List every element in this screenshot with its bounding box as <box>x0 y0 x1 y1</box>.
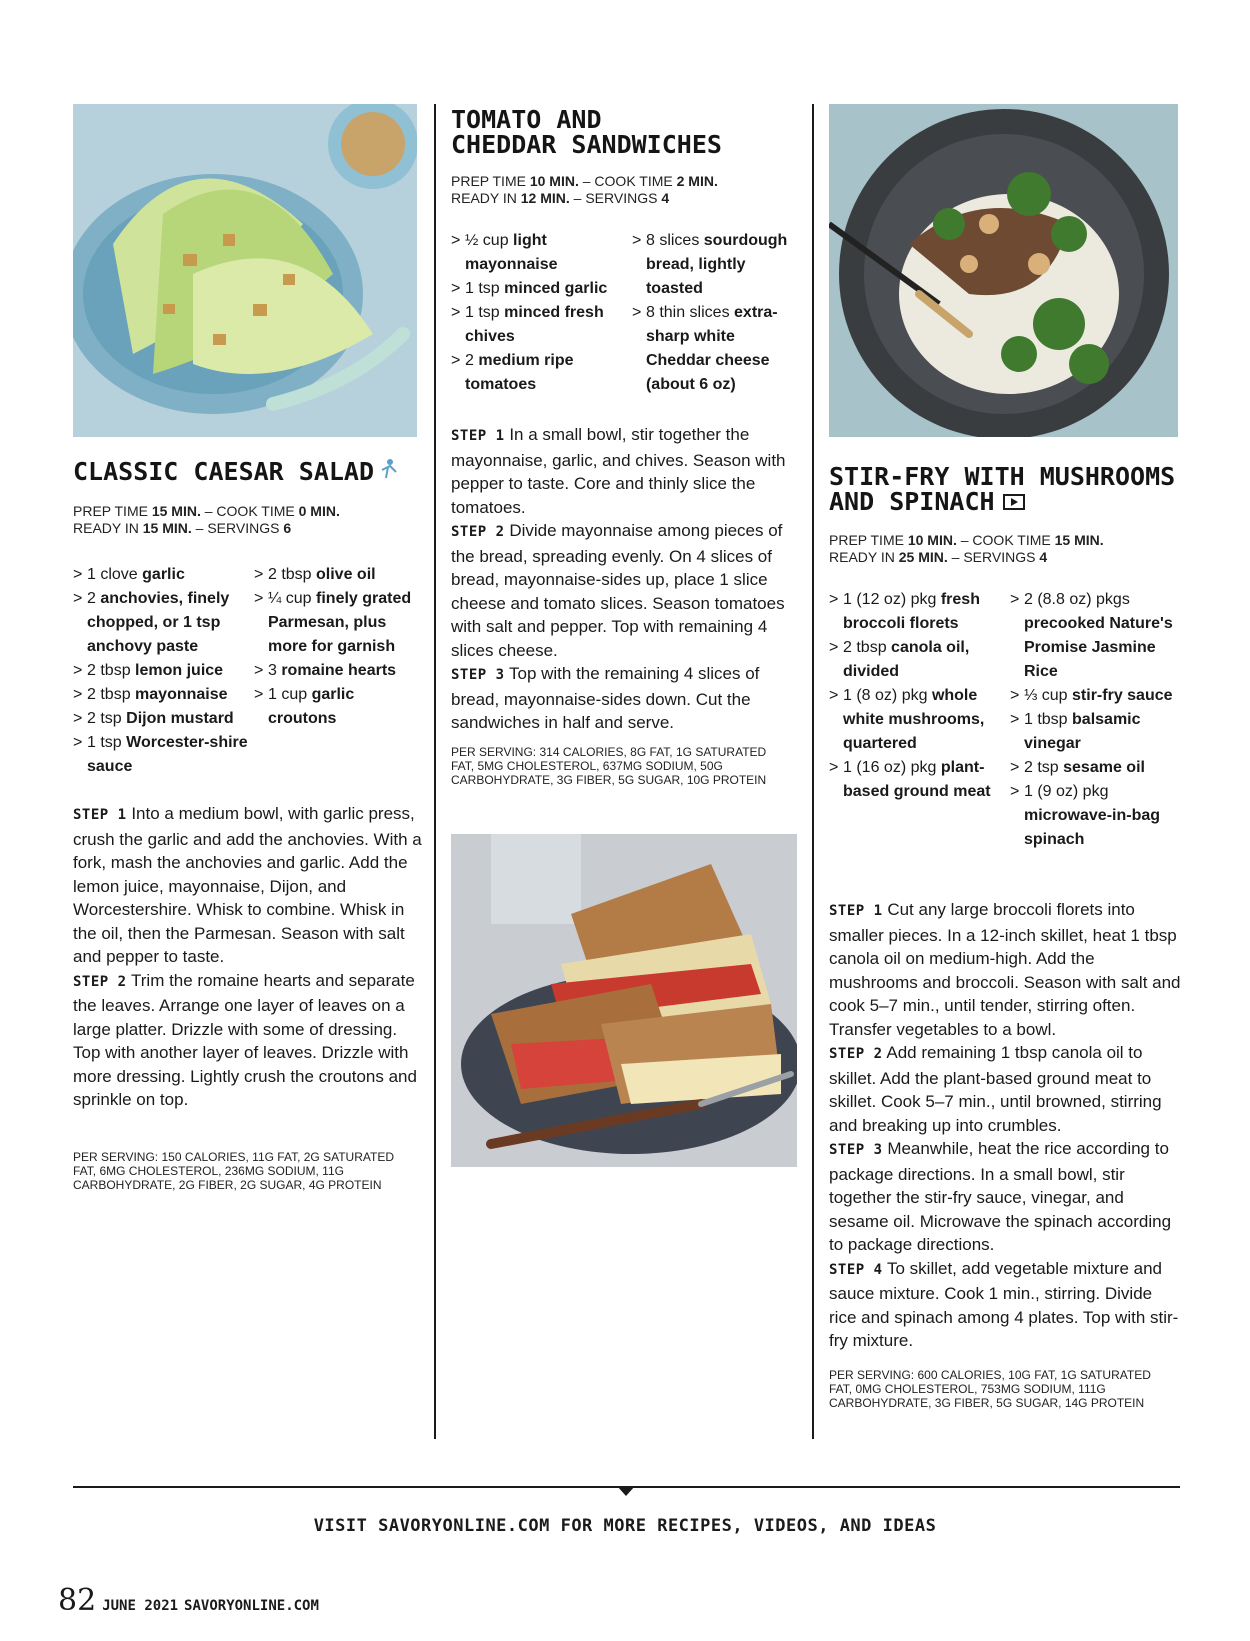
ingredient-item: > 8 slices sourdough bread, lightly toasted <box>632 229 796 301</box>
footer-arrow-icon <box>617 1486 635 1496</box>
caesar-steps <box>73 802 423 1112</box>
caesar-meta: PREP TIME 15 MIN. – COOK TIME 0 MIN. READY IN 15 MIN. – SERVINGS 6 <box>73 503 340 536</box>
ingredient-item: > 1 (8 oz) pkg whole white mushrooms, quartered <box>829 684 1004 756</box>
salad-figure-icon <box>378 458 398 484</box>
column-divider-right <box>812 104 814 1439</box>
stirfry-ingredients <box>829 588 1179 852</box>
step-paragraph: STEP 3 Meanwhile, heat the rice according to package directions. In a small bowl, stir together the stir-fry sauce, vinegar, and sesame oil. Microwave the spinach according to package directions. <box>829 1139 1172 1254</box>
ingredient-item: > 2 tbsp canola oil, divided <box>829 636 1004 684</box>
ingredient-item: > 2 tbsp olive oil <box>254 563 418 587</box>
step-paragraph: STEP 2 Divide mayonnaise among pieces of the bread, spreading evenly. On 4 slices of bread, mayonnaise-sides up, place 1 slice cheese and tomato slices. Season tomatoes with salt and pepper. Top with remaining 4 slices cheese. <box>451 521 785 660</box>
ingredient-item: > 1 tsp minced garlic <box>451 277 626 301</box>
step-paragraph: STEP 2 Trim the romaine hearts and separate the leaves. Arrange one layer of leaves on a large platter. Drizzle with some of dressing. Top with another layer of leaves. Drizzle with more dressing. Lightly crush the croutons and sprinkle on top. <box>73 970 417 1109</box>
page-folio <box>58 1583 319 1618</box>
stirfry-title-line2: AND SPINACH <box>829 487 995 516</box>
stirfry-title-line1: STIR-FRY WITH MUSHROOMS <box>829 462 1176 491</box>
ingredient-item: > 2 tsp sesame oil <box>1010 756 1179 780</box>
stirfry-nutrition: PER SERVING: 600 CALORIES, 10G FAT, 1G SATURATED FAT, 0MG CHOLESTEROL, 753MG SODIUM, 111G CARBOHYDRATE, 3G FIBER, 5G SUGAR, 14G PROTEIN <box>829 1368 1151 1410</box>
step-paragraph: STEP 1 Into a medium bowl, with garlic press, crush the garlic and add the anchovies. With a fork, mash the anchovies and garlic. Add the lemon juice, mayonnaise, Dijon, and Worcestershire. Whisk to combine. Whisk in the oil, then the Parmesan. Season with salt and pepper to taste. <box>73 804 422 966</box>
page-number: 82 <box>58 1583 97 1618</box>
caesar-salad-photo <box>73 104 417 437</box>
caesar-ingredients <box>73 563 418 779</box>
ingredient-item: > 1 (12 oz) pkg fresh broccoli florets <box>829 588 1004 636</box>
ingredient-item: > ¼ cup finely grated Parmesan, plus more for garnish <box>254 587 418 659</box>
ingredient-item: > 2 (8.8 oz) pkgs precooked Nature's Promise Jasmine Rice <box>1010 588 1179 684</box>
ingredient-item: > ⅓ cup stir-fry sauce <box>1010 684 1179 708</box>
stirfry-steps <box>829 898 1184 1353</box>
tomato-title-line2: CHEDDAR SANDWICHES <box>451 130 722 159</box>
stirfry-meta: PREP TIME 10 MIN. – COOK TIME 15 MIN. READY IN 25 MIN. – SERVINGS 4 <box>829 532 1104 565</box>
ingredient-item: > 2 medium ripe tomatoes <box>451 349 626 397</box>
stirfry-photo <box>829 104 1178 437</box>
ingredient-item: > 3 romaine hearts <box>254 659 418 683</box>
caesar-nutrition: PER SERVING: 150 CALORIES, 11G FAT, 2G SATURATED FAT, 6MG CHOLESTEROL, 236MG SODIUM, 11G CARBOHYDRATE, 2G FIBER, 2G SUGAR, 4G PROTEIN <box>73 1150 394 1192</box>
ingredient-item: > ½ cup light mayonnaise <box>451 229 626 277</box>
ingredient-item: > 1 (9 oz) pkg microwave-in-bag spinach <box>1010 780 1179 852</box>
ingredient-item: > 2 tbsp mayonnaise <box>73 683 248 707</box>
sandwich-photo <box>451 834 797 1167</box>
caesar-title: CLASSIC CAESAR SALAD <box>73 456 375 486</box>
step-paragraph: STEP 4 To skillet, add vegetable mixture and sauce mixture. Cook 1 min., stirring. Divide rice and spinach among 4 plates. Top with stir-fry mixture. <box>829 1258 1179 1350</box>
ingredient-item: > 1 cup garlic croutons <box>254 683 418 731</box>
site-name[interactable]: SAVORYONLINE.COM <box>184 1598 319 1614</box>
column-divider-left <box>434 104 436 1439</box>
step-paragraph: STEP 1 In a small bowl, stir together the mayonnaise, garlic, and chives. Season with pepper to taste. Core and thinly slice the tomatoes. <box>451 425 786 517</box>
tomato-title-line1: TOMATO AND <box>451 105 602 134</box>
ingredient-item: > 2 tsp Dijon mustard <box>73 707 248 731</box>
ingredient-item: > 1 clove garlic <box>73 563 248 587</box>
visit-banner[interactable]: VISIT SAVORYONLINE.COM FOR MORE RECIPES, VIDEOS, AND IDEAS <box>313 1516 937 1536</box>
step-paragraph: STEP 3 Top with the remaining 4 slices of bread, mayonnaise-sides down. Cut the sandwiches in half and serve. <box>451 664 760 732</box>
step-paragraph: STEP 2 Add remaining 1 tbsp canola oil to skillet. Add the plant-based ground meat to skillet. Cook 5–7 min., until browned, stirring and breaking up into crumbles. <box>829 1043 1162 1135</box>
ingredient-item: > 8 thin slices extra-sharp white Cheddar cheese (about 6 oz) <box>632 301 796 397</box>
ingredient-item: > 2 tbsp lemon juice <box>73 659 248 683</box>
video-play-icon[interactable] <box>1003 489 1025 514</box>
ingredient-item: > 2 anchovies, finely chopped, or 1 tsp anchovy paste <box>73 587 248 659</box>
issue-date: JUNE 2021 <box>102 1598 179 1614</box>
ingredient-item: > 1 tbsp balsamic vinegar <box>1010 708 1179 756</box>
ingredient-item: > 1 tsp Worcester-shire sauce <box>73 731 248 779</box>
ingredient-item: > 1 tsp minced fresh chives <box>451 301 626 349</box>
ingredient-item: > 1 (16 oz) pkg plant-based ground meat <box>829 756 1004 804</box>
tomato-ingredients <box>451 229 796 397</box>
tomato-meta: PREP TIME 10 MIN. – COOK TIME 2 MIN. READY IN 12 MIN. – SERVINGS 4 <box>451 173 718 206</box>
tomato-nutrition: PER SERVING: 314 CALORIES, 8G FAT, 1G SATURATED FAT, 5MG CHOLESTEROL, 637MG SODIUM, 50G CARBOHYDRATE, 3G FIBER, 5G SUGAR, 10G PROTEIN <box>451 745 767 787</box>
tomato-steps <box>451 423 796 735</box>
step-paragraph: STEP 1 Cut any large broccoli florets into smaller pieces. In a 12-inch skillet, heat 1 tbsp canola oil on medium-high. Add the mushrooms and broccoli. Season with salt and cook 5–7 min., until tender, stirring often. Transfer vegetables to a bowl. <box>829 900 1181 1039</box>
